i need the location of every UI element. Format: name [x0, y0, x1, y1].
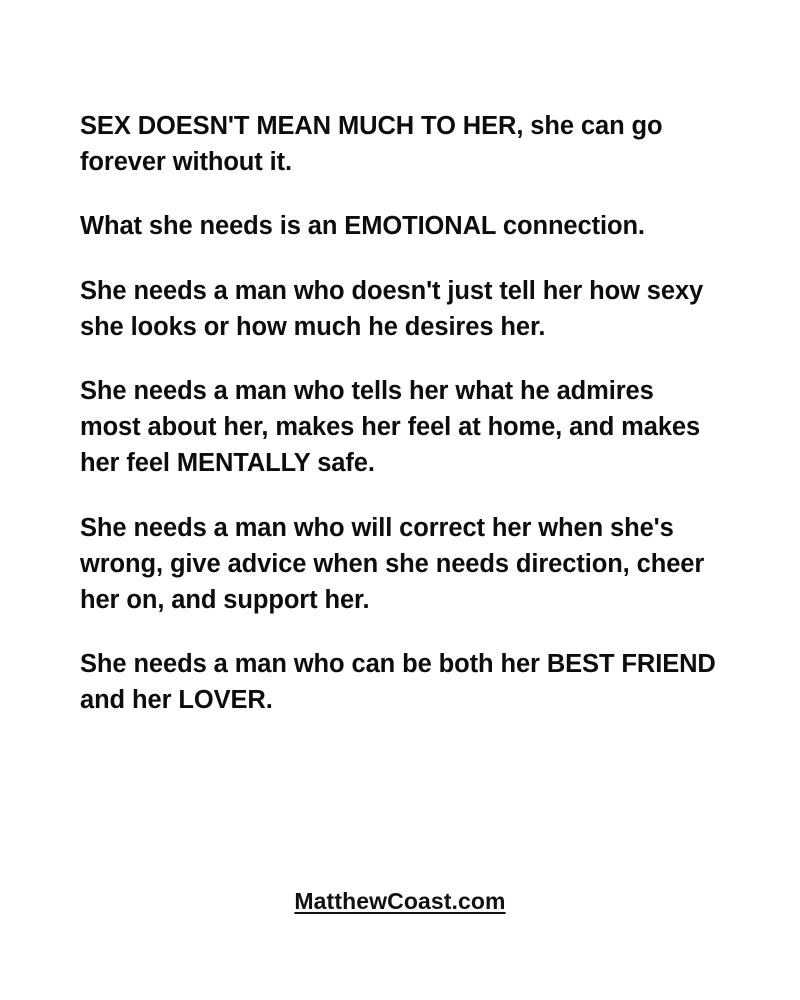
paragraph-6: She needs a man who can be both her BEST FRIEND and her LOVER.	[80, 650, 723, 715]
paragraph-3: She needs a man who doesn't just tell her how sexy she looks or how much he desires her.	[80, 276, 711, 341]
paragraph-2: What she needs is an EMOTIONAL connection.	[80, 212, 645, 241]
paragraph-4: She needs a man who tells her what he admires most about her, makes her feel at home, and makes her feel MENTALLY safe.	[80, 377, 708, 478]
paragraph-1: SEX DOESN'T MEAN MUCH TO HER, she can go forever without it.	[80, 112, 670, 177]
footer	[0, 888, 800, 915]
website-link[interactable]: MatthewCoast.com	[294, 888, 506, 914]
paragraph-5: She needs a man who will correct her when she's wrong, give advice when she needs direction, cheer her on, and support her.	[80, 513, 712, 615]
text-body	[80, 108, 723, 719]
